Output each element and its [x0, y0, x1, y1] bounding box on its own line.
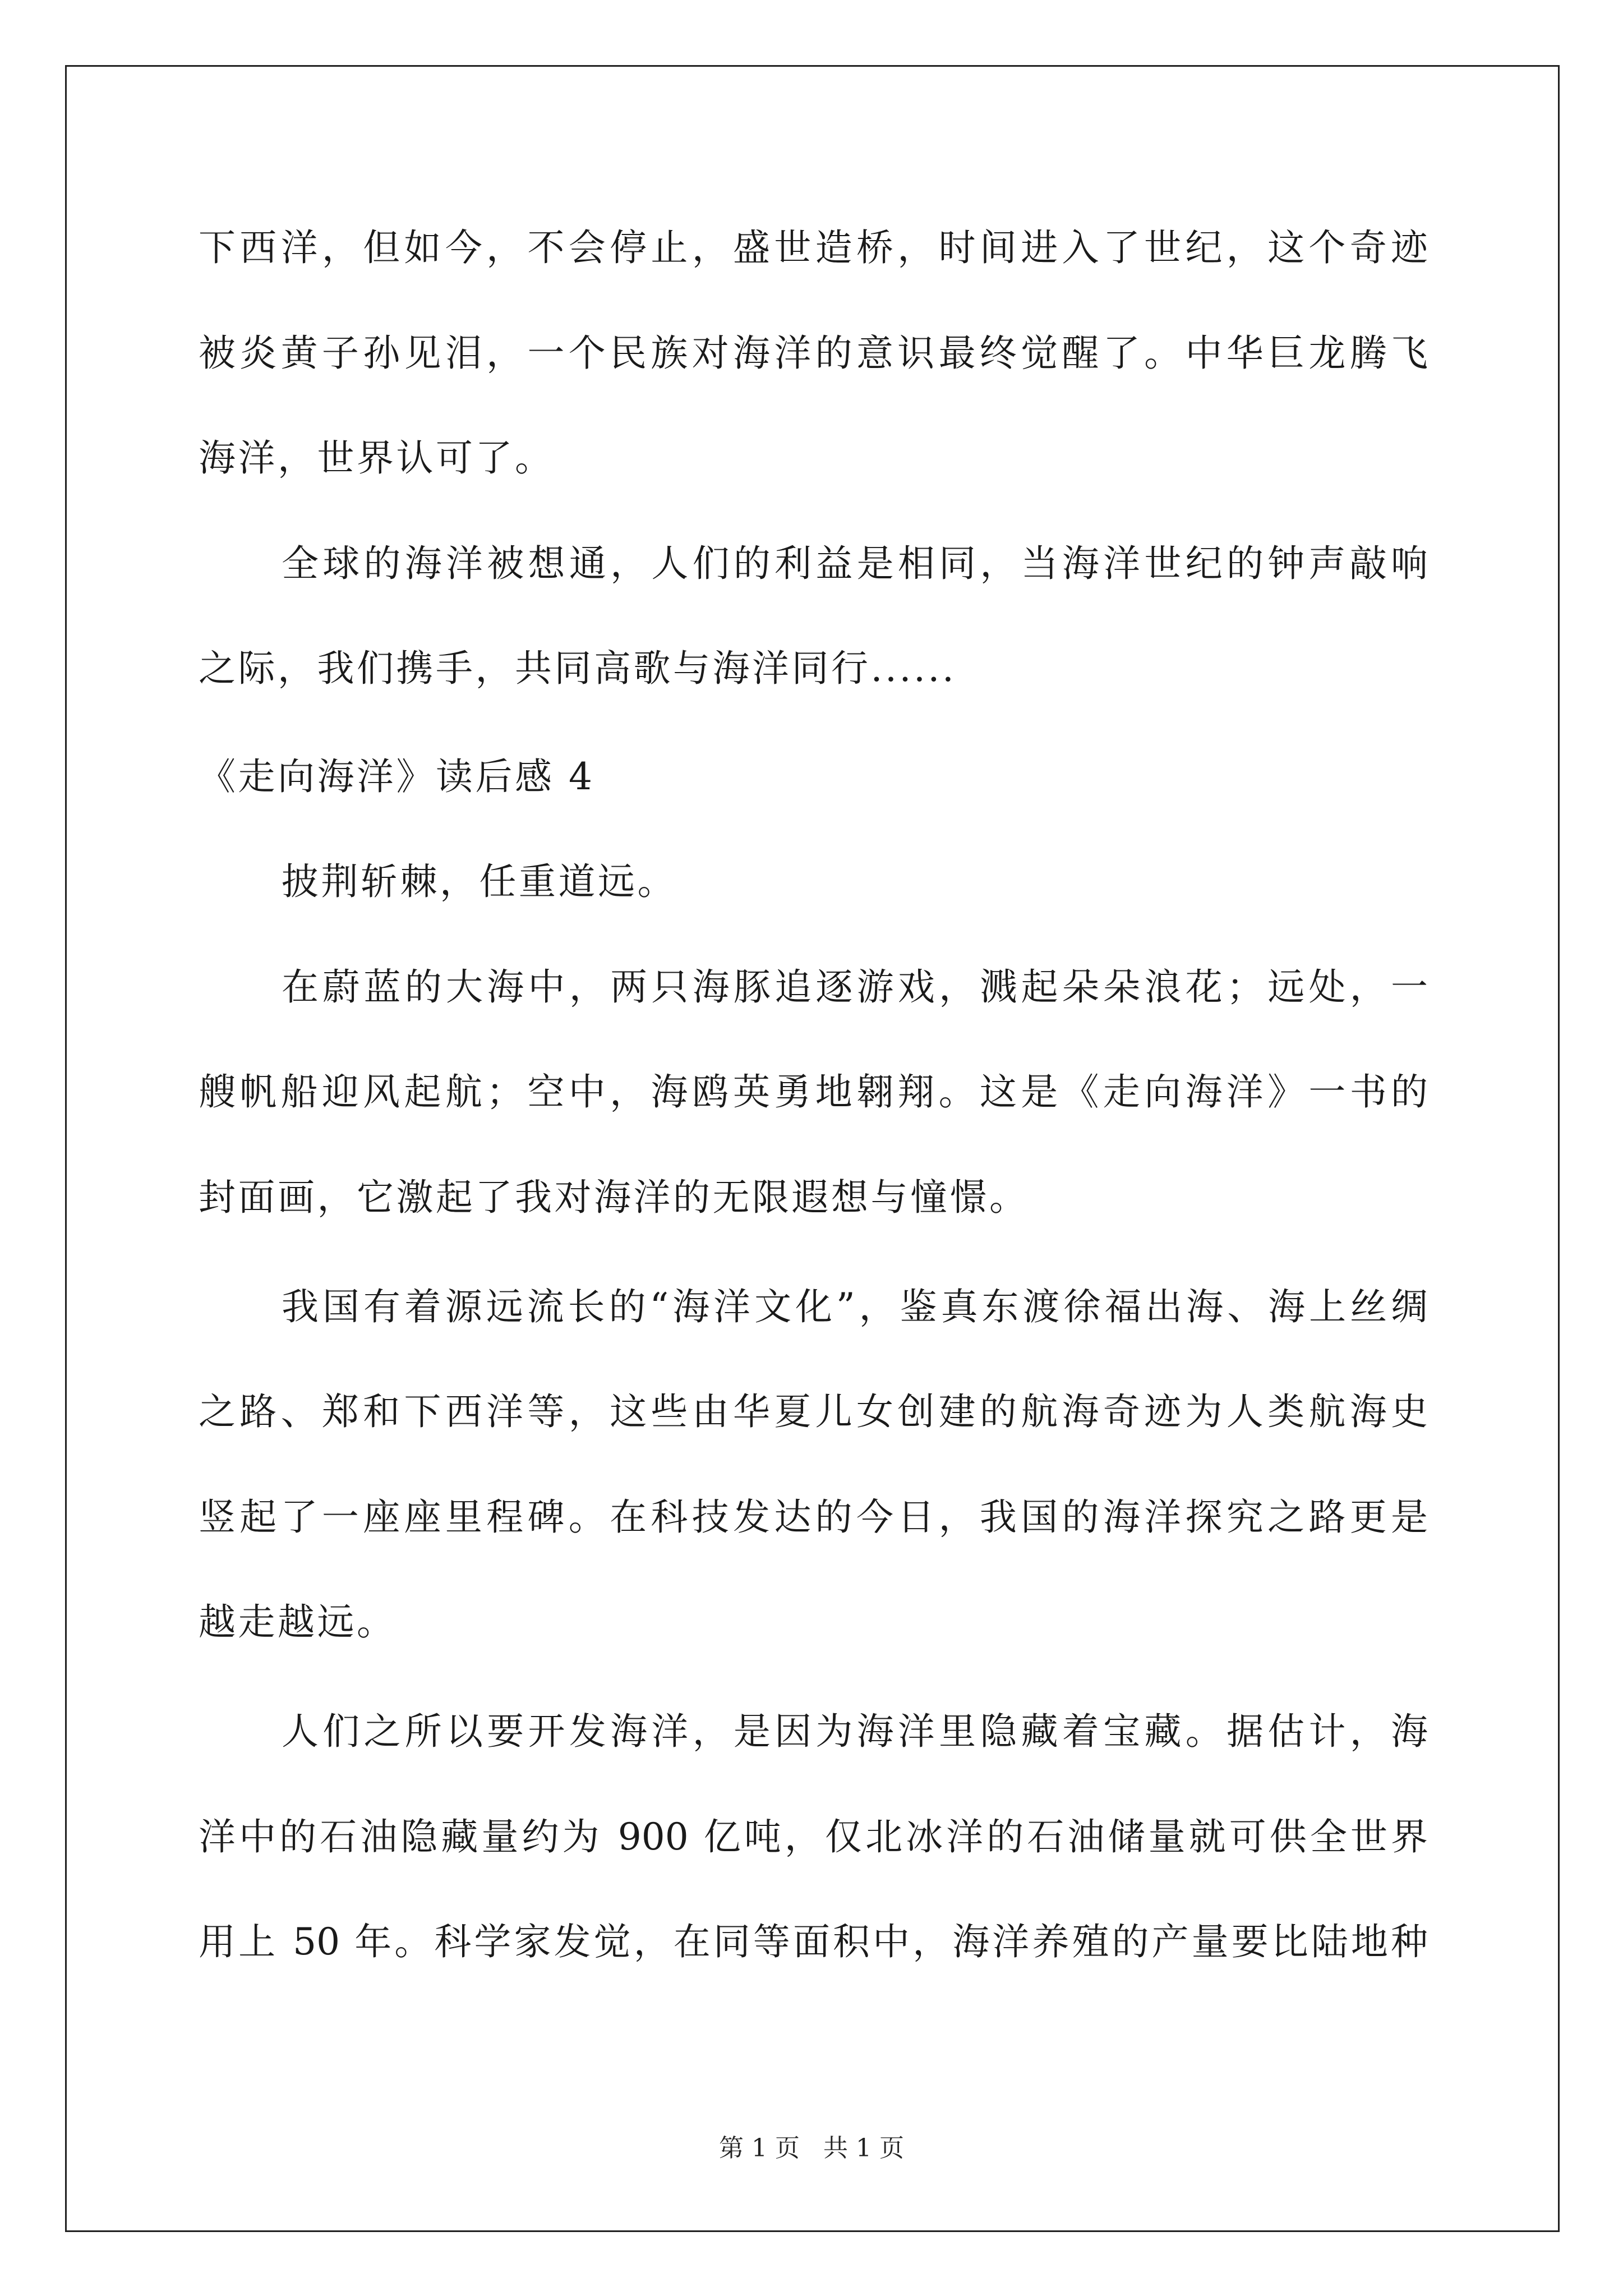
paragraph-line: 人们之所以要开发海洋，是因为海洋里隐藏着宝藏。据估计，海: [282, 1710, 1428, 1753]
paragraph-line: 竖起了一座座里程碑。在科技发达的今日，我国的海洋探究之路更是: [199, 1496, 1428, 1539]
paragraph-line: 全球的海洋被想通，人们的利益是相同，当海洋世纪的钟声敲响: [282, 542, 1428, 585]
paragraph-line: 之路、郑和下西洋等，这些由华夏儿女创建的航海奇迹为人类航海史: [199, 1390, 1428, 1433]
paragraph-line: 用上 50 年。科学家发觉，在同等面积中，海洋养殖的产量要比陆地种: [199, 1920, 1428, 1963]
paragraph-line: 海洋，世界认可了。: [199, 436, 555, 480]
paragraph-line: 披荆斩棘，任重道远。: [282, 860, 677, 903]
section-heading: 《走向海洋》读后感 4: [199, 755, 595, 798]
paragraph-line: 洋中的石油隐藏量约为 900 亿吨，仅北冰洋的石油储量就可供全世界: [199, 1815, 1428, 1858]
page-border: [65, 65, 1560, 2232]
paragraph-line: 在蔚蓝的大海中，两只海豚追逐游戏，溅起朵朵浪花；远处，一: [282, 965, 1428, 1009]
paragraph-line: 被炎黄子孙见泪，一个民族对海洋的意识最终觉醒了。中华巨龙腾飞: [199, 332, 1428, 375]
paragraph-line: 之际，我们携手，共同高歌与海洋同行......: [199, 647, 957, 690]
page-footer: 第 1 页 共 1 页: [719, 2134, 904, 2162]
paragraph-line: 我国有着源远流长的“海洋文化”，鉴真东渡徐福出海、海上丝绸: [282, 1285, 1428, 1328]
paragraph-line: 艘帆船迎风起航；空中，海鸥英勇地翱翔。这是《走向海洋》一书的: [199, 1070, 1428, 1114]
paragraph-line: 越走越远。: [199, 1600, 396, 1644]
paragraph-line: 封面画，它激起了我对海洋的无限遐想与憧憬。: [199, 1176, 1029, 1219]
paragraph-line: 下西洋，但如今，不会停止，盛世造桥，时间进入了世纪，这个奇迹: [199, 226, 1428, 269]
